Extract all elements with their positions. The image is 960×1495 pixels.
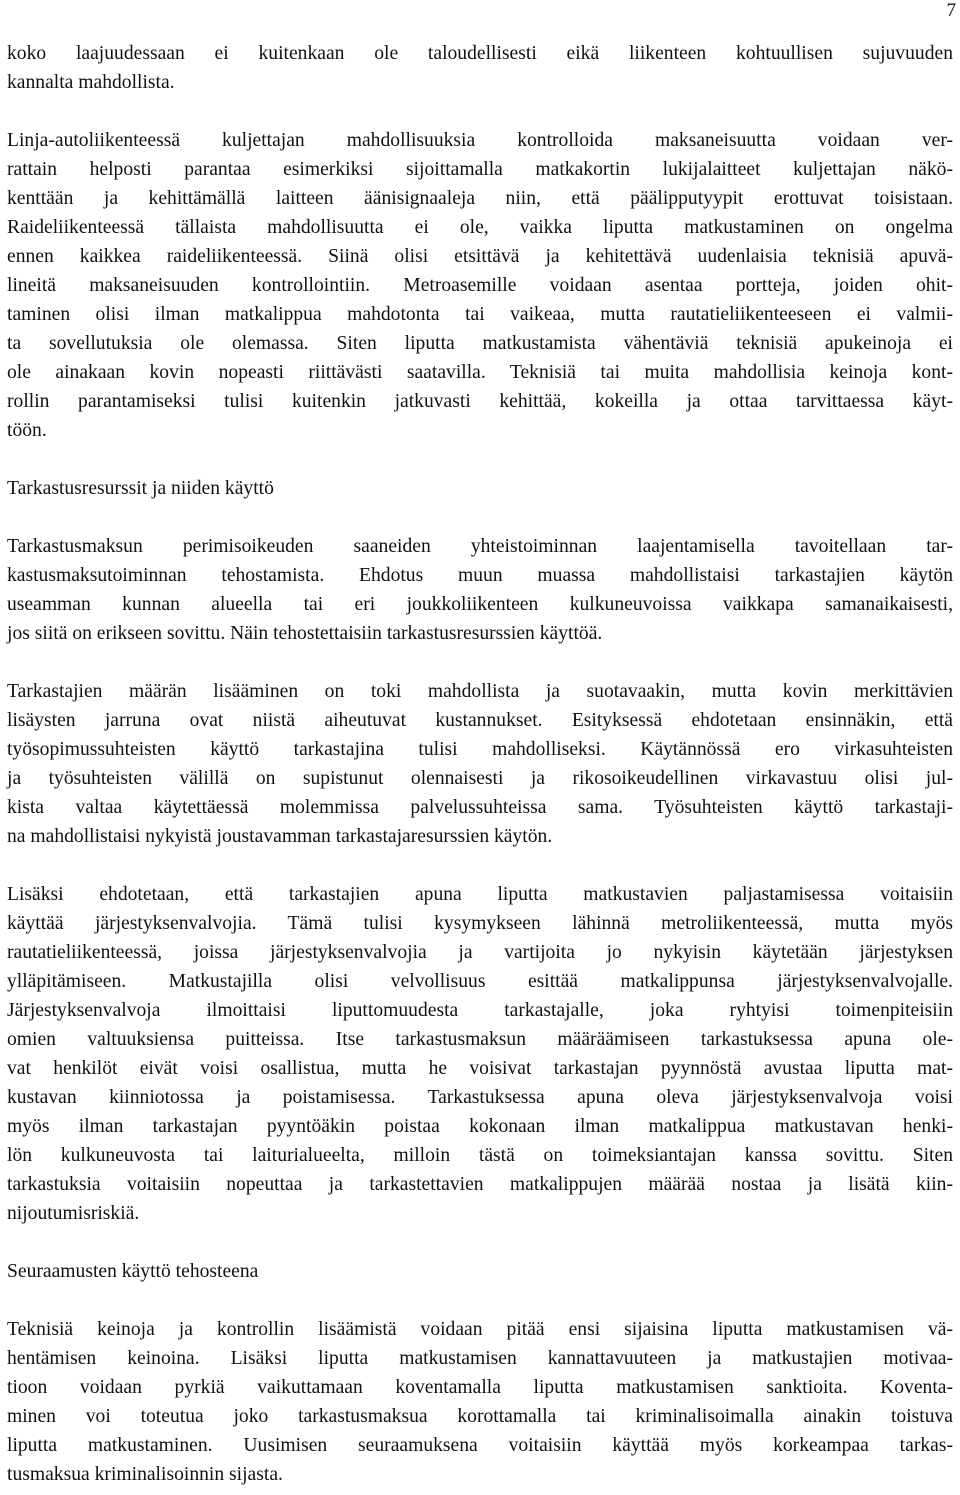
text-line: lineitä maksaneisuuden kontrollointiin. Metroasemille voidaan asentaa portteja, joiden ohit- <box>7 275 953 296</box>
text-line: ylläpitämiseen. Matkustajilla olisi velvollisuus esittää matkalippunsa järjestyksenvalvojalle. <box>7 971 953 992</box>
text-line: rollin parantamiseksi tulisi kuitenkin jatkuvasti kehittää, kokeilla ja ottaa tarvittaessa käyt- <box>7 391 953 412</box>
paragraph-spacer <box>7 445 953 474</box>
text-line: liputta matkustaminen. Uusimisen seuraamuksena voitaisiin käyttää myös korkeampaa tarkas- <box>7 1435 953 1456</box>
text-line: Tarkastusmaksun perimisoikeuden saaneiden yhteistoiminnan laajentamisella tavoitellaan tar- <box>7 536 953 557</box>
text-line: taminen olisi ilman matkalippua mahdotonta tai vaikeaa, mutta rautatieliikenteeseen ei valmii- <box>7 304 953 325</box>
paragraph-spacer <box>7 1228 953 1257</box>
text-line: jos siitä on erikseen sovittu. Näin tehostettaisiin tarkastusresurssien käyttöä. <box>7 623 603 644</box>
text-line: lisäysten jarruna ovat niistä aiheutuvat kustannukset. Esityksessä ehdotetaan ensinnäkin, että <box>7 710 953 731</box>
paragraph-spacer <box>7 1286 953 1315</box>
paragraph-spacer <box>7 851 953 880</box>
text-line: ole ainakaan kovin nopeasti riittävästi saatavilla. Teknisiä tai muita mahdollisia keinoja kont- <box>7 362 953 383</box>
text-line: ta sovellutuksia ole olemassa. Siten liputta matkustamista vähentäviä teknisiä apukeinoja ei <box>7 333 953 354</box>
paragraph <box>7 677 953 851</box>
text-line: työsopimussuhteisten käyttö tarkastajina tulisi mahdolliseksi. Käytännössä ero virkasuhteisten <box>7 739 953 760</box>
text-line: kustavan kiinniotossa ja poistamisessa. Tarkastuksessa apuna oleva järjestyksenvalvoja voisi <box>7 1087 953 1108</box>
text-line: Teknisiä keinoja ja kontrollin lisäämistä voidaan pitää ensi sijaisina liputta matkustamisen vä- <box>7 1319 953 1340</box>
paragraph <box>7 532 953 648</box>
text-line: kastusmaksutoiminnan tehostamista. Ehdotus muun muassa mahdollistaisi tarkastajien käytön <box>7 565 953 586</box>
text-line: Linja-autoliikenteessä kuljettajan mahdollisuuksia kontrolloida maksaneisuutta voidaan ver- <box>7 130 953 151</box>
text-line: tarkastuksia voitaisiin nopeuttaa ja tarkastettavien matkalippujen määrää nostaa ja lisätä kiin- <box>7 1174 953 1195</box>
text-line: nijoutumisriskiä. <box>7 1203 140 1224</box>
text-line: töön. <box>7 420 47 441</box>
text-line: minen voi toteutua joko tarkastusmaksua korottamalla tai kriminalisoimalla ainakin toistuva <box>7 1406 953 1427</box>
text-line: ja työsuhteisten välillä on supistunut olennaisesti ja rikosoikeudellinen virkavastuu olisi jul- <box>7 768 953 789</box>
text-line: vat henkilöt eivät voisi osallistua, mutta he voisivat tarkastajan pyynnöstä avustaa liputta mat- <box>7 1058 953 1079</box>
text-line: hentämisen keinoina. Lisäksi liputta matkustamisen kannattavuuteen ja matkustajien motivaa- <box>7 1348 953 1369</box>
paragraph-spacer <box>7 648 953 677</box>
text-line: Järjestyksenvalvoja ilmoittaisi liputtomuudesta tarkastajalle, joka ryhtyisi toimenpiteisiin <box>7 1000 953 1021</box>
paragraph <box>7 880 953 1228</box>
page-body <box>7 39 953 1489</box>
paragraph <box>7 126 953 445</box>
text-line: lön kulkuneuvosta tai laiturialueelta, milloin tästä on toimeksiantajan kanssa sovittu. Siten <box>7 1145 953 1166</box>
paragraph-spacer <box>7 503 953 532</box>
text-line: käyttää järjestyksenvalvojia. Tämä tulisi kysymykseen lähinnä metroliikenteessä, mutta myös <box>7 913 953 934</box>
section-heading: Seuraamusten käyttö tehosteena <box>7 1261 259 1282</box>
paragraph <box>7 1315 953 1489</box>
paragraph <box>7 39 953 97</box>
text-line: kannalta mahdollista. <box>7 72 175 93</box>
text-line: myös ilman tarkastajan pyyntöäkin poistaa kokonaan ilman matkalippua matkustavan henki- <box>7 1116 953 1137</box>
text-line: Lisäksi ehdotetaan, että tarkastajien apuna liputta matkustavien paljastamisessa voitaisiin <box>7 884 953 905</box>
section-heading: Tarkastusresurssit ja niiden käyttö <box>7 478 274 499</box>
text-line: koko laajuudessaan ei kuitenkaan ole taloudellisesti eikä liikenteen kohtuullisen sujuvuuden <box>7 43 953 64</box>
text-line: rattain helposti parantaa esimerkiksi sijoittamalla matkakortin lukijalaitteet kuljettajan näkö- <box>7 159 953 180</box>
text-line: kista valtaa käytettäessä molemmissa palvelussuhteissa sama. Työsuhteisten käyttö tarkastaji- <box>7 797 953 818</box>
text-line: na mahdollistaisi nykyistä joustavamman tarkastajaresurssien käytön. <box>7 826 553 847</box>
text-line: tusmaksua kriminalisoinnin sijasta. <box>7 1464 283 1485</box>
text-line: omien valtuuksiensa puitteissa. Itse tarkastusmaksun määräämiseen tarkastuksessa apuna ole- <box>7 1029 953 1050</box>
text-line: rautatieliikenteessä, joissa järjestyksenvalvojia ja vartijoita jo nykyisin käytetään järjestyksen <box>7 942 953 963</box>
text-line: Raideliikenteessä tällaista mahdollisuutta ei ole, vaikka liputta matkustaminen on ongelma <box>7 217 953 238</box>
text-line: Tarkastajien määrän lisääminen on toki mahdollista ja suotavaakin, mutta kovin merkittävien <box>7 681 953 702</box>
paragraph-spacer <box>7 97 953 126</box>
text-line: tioon voidaan pyrkiä vaikuttamaan koventamalla liputta matkustamisen sanktioita. Koventa- <box>7 1377 953 1398</box>
page-number: 7 <box>946 0 956 21</box>
text-line: ennen kaikkea raideliikenteessä. Siinä olisi etsittävä ja kehitettävä uudenlaisia teknisiä apuvä- <box>7 246 953 267</box>
text-line: kenttään ja kehittämällä laitteen äänisignaaleja niin, että päälipputyypit erottuvat toisistaan. <box>7 188 953 209</box>
text-line: useamman kunnan alueella tai eri joukkoliikenteen kulkuneuvoissa vaikkapa samanaikaisesti, <box>7 594 953 615</box>
